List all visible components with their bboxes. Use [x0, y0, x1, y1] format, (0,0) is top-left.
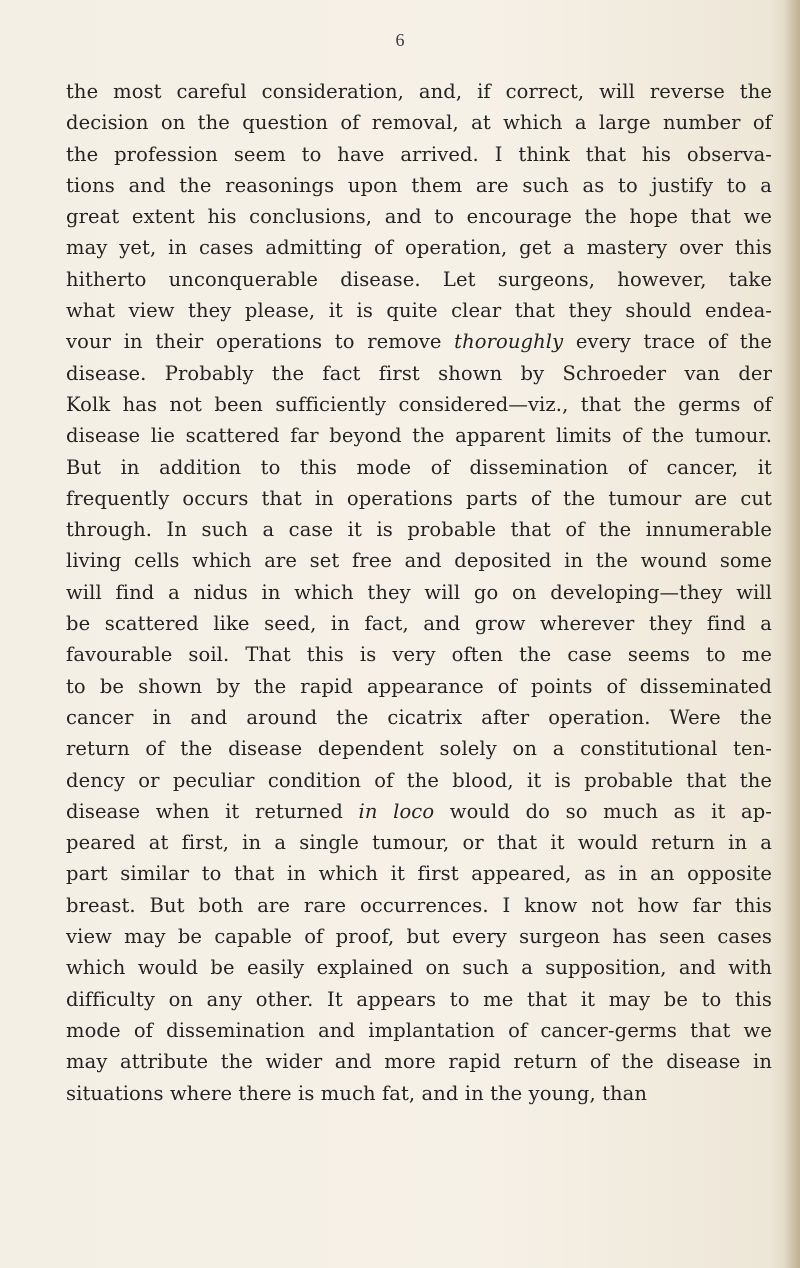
text-segment: would do so much as it ap- — [434, 799, 772, 823]
text-line: But in addition to this mode of dissemination of cancer, it — [66, 455, 772, 479]
text-line: view may be capable of proof, but every surgeon has seen cases — [66, 925, 772, 949]
text-line: Kolk has not been sufficiently considered—viz., that the germs of — [66, 392, 772, 416]
italic-phrase: in loco — [358, 799, 435, 823]
text-line: tions and the reasonings upon them are such as to justify to a — [66, 173, 772, 197]
italic-phrase: thoroughly — [454, 330, 564, 354]
text-line: the profession seem to have arrived. I think that his observa- — [66, 142, 772, 166]
text-line: return of the disease dependent solely on a constitutional ten- — [66, 737, 772, 761]
text-line: breast. But both are rare occurrences. I know not how far this — [66, 893, 772, 917]
text-line: decision on the question of removal, at which a large number of — [66, 111, 772, 135]
text-segment: vour in their operations to remove — [66, 330, 455, 354]
text-line: the most careful consideration, and, if correct, will reverse the — [66, 80, 772, 103]
text-line: situations where there is much fat, and in the young, than — [66, 1081, 648, 1105]
text-line: cancer in and around the cicatrix after operation. Were the — [66, 705, 772, 729]
text-line: what view they please, it is quite clear that they should endea- — [66, 299, 772, 323]
text-line: mode of dissemination and implantation of cancer-germs that we — [66, 1018, 772, 1042]
text-segment: every trace of the — [563, 330, 772, 354]
text-line: living cells which are set free and deposited in the wound some — [66, 549, 772, 573]
text-line: disease lie scattered far beyond the apparent limits of the tumour. — [66, 424, 772, 448]
text-line: will find a nidus in which they will go on developing—they will — [66, 580, 772, 604]
text-line: difficulty on any other. It appears to me that it may be to this — [66, 987, 772, 1011]
text-segment: disease when it returned — [66, 799, 359, 823]
text-line: may attribute the wider and more rapid return of the disease in — [66, 1050, 772, 1074]
text-line: disease. Probably the fact first shown by Schroeder van der — [66, 361, 772, 385]
body-text — [66, 76, 772, 1109]
text-line: great extent his conclusions, and to encourage the hope that we — [66, 205, 772, 229]
text-line: hitherto unconquerable disease. Let surgeons, however, take — [66, 267, 772, 291]
text-line: may yet, in cases admitting of operation, get a mastery over this — [66, 236, 772, 260]
text-line: through. In such a case it is probable that of the innumerable — [66, 518, 772, 542]
text-line — [66, 326, 772, 357]
text-line: part similar to that in which it first appeared, as in an opposite — [66, 862, 772, 886]
text-line: frequently occurs that in operations parts of the tumour are cut — [66, 486, 772, 510]
text-line: to be shown by the rapid appearance of points of disseminated — [66, 674, 772, 698]
page-edge-shadow — [784, 0, 800, 1268]
text-line: favourable soil. That this is very often the case seems to me — [66, 643, 772, 667]
text-line: dency or peculiar condition of the blood, it is probable that the — [66, 768, 772, 792]
page-number: 6 — [395, 30, 405, 50]
text-line: be scattered like seed, in fact, and grow wherever they find a — [66, 612, 772, 636]
text-line — [66, 796, 772, 827]
text-line: peared at first, in a single tumour, or that it would return in a — [66, 831, 772, 855]
text-line: which would be easily explained on such a supposition, and with — [66, 956, 772, 980]
